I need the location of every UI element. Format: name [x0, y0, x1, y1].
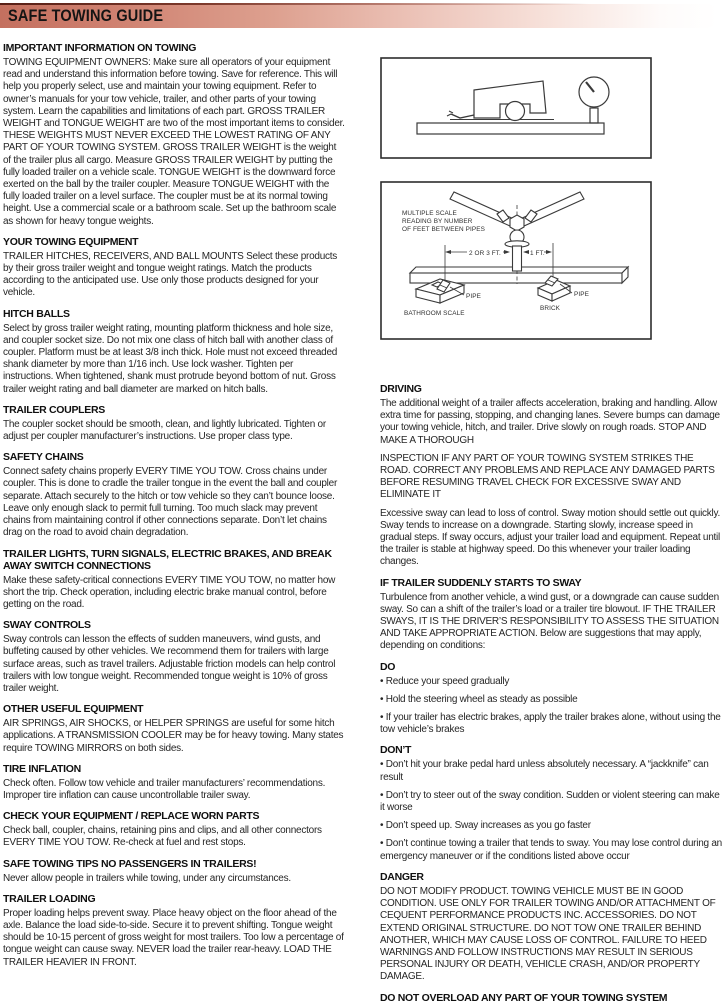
section-heading: TIRE INFLATION [3, 762, 81, 775]
bullet-item: • Don’t try to steer out of the sway condition. Sudden or violent steering can make it worse [380, 789, 720, 814]
figure-trailer-on-vehicle-scale [380, 57, 652, 159]
bullet-item: • Hold the steering wheel as steady as possible [380, 693, 578, 705]
section-heading: SAFETY CHAINS [3, 451, 84, 464]
figure-note-line1: MULTIPLE SCALE [402, 210, 457, 217]
section-your-towing-equipment [3, 236, 345, 300]
left-column [3, 42, 345, 969]
dimension-label-right: 1 FT. [530, 250, 545, 257]
section-heading: HITCH BALLS [3, 307, 70, 320]
section-heading: SWAY CONTROLS [3, 619, 91, 632]
section-heading: DO [380, 660, 396, 673]
section-hitch-balls [3, 308, 345, 396]
section-danger [380, 871, 724, 984]
figure-tongue-weight-setup [380, 181, 652, 340]
pipe-right-label: PIPE [574, 291, 589, 298]
section-heading: TRAILER COUPLERS [3, 403, 105, 416]
support-post [513, 246, 522, 271]
page-title: SAFE TOWING GUIDE [8, 7, 164, 25]
section-paragraph: AIR SPRINGS, AIR SHOCKS, or HELPER SPRINGS are useful for some hitch applications. A TRANSMISSION COOLER may be for heavy towing. Many states require TOWING MIRRORS on both sides. [3, 718, 344, 754]
section-do [380, 661, 724, 737]
section-paragraph: Proper loading helps prevent sway. Place heavy object on the floor ahead of the axle. Balance the load side-to-side. Secure it to prevent shifting. Tongue weight should be 10-15 percent of gross weight for most trailers. Too low a percentage of tongue weight can cause sway. NEVER load the trailer rear-heavy. LOAD THE TRAILER HEAVIER IN FRONT. [3, 907, 344, 968]
section-trailer-loading [3, 893, 345, 969]
section-heading: TRAILER LOADING [3, 892, 96, 905]
bullet-item: • Don’t hit your brake pedal hard unless absolutely necessary. A “jackknife” can result [380, 759, 709, 783]
section-heading: DANGER [380, 870, 424, 883]
section-heading: IMPORTANT INFORMATION ON TOWING [3, 42, 197, 54]
bullet-item: • If your trailer has electric brakes, apply the trailer brakes alone, without using the tow vehicle’s brakes [380, 712, 721, 736]
section-paragraph: Never allow people in trailers while towing, under any circumstances. [3, 872, 291, 884]
section-sway-controls [3, 619, 345, 695]
section-heading: OTHER USEFUL EQUIPMENT [3, 703, 144, 716]
bullet-item: • Don’t speed up. Sway increases as you go faster [380, 820, 591, 832]
section-paragraph: TOWING EQUIPMENT OWNERS: Make sure all operators of your equipment read and understand this information before towing. Save for reference. This will help you properly select, use and maintain your towing equipment. Refer to owner’s manuals for your tow vehicle, trailer, and other parts of your towing system. Learn the capabilities and limitations of each part. GROSS TRAILER WEIGHT and TONGUE WEIGHT are two of the most important items to consider. THESE WEIGHTS MUST NEVER EXCEED THE LOWEST RATING OF ANY PART OF YOUR TOWING SYSTEM. GROSS TRAILER WEIGHT is the weight of the trailer plus all cargo. Measure GROSS TRAILER WEIGHT by putting the fully loaded trailer on a vehicle scale. TONGUE WEIGHT is the downward force exerted on the ball by the trailer coupler. Measure TONGUE WEIGHT with the fully loaded trailer on a level surface. The coupler must be at its normal towing height. Use a commercial scale or a bathroom scale. Set up the bathroom scale as shown for heavy tongue weights. [3, 57, 345, 227]
section-if-trailer-sways [380, 577, 724, 653]
section-other-useful-equipment [3, 703, 345, 755]
bullet-item: • Reduce your speed gradually [380, 675, 510, 687]
right-column [380, 383, 724, 1007]
section-paragraph: INSPECTION IF ANY PART OF YOUR TOWING SYSTEM STRIKES THE ROAD. CORRECT ANY PROBLEMS AND REPLACE ANY DAMAGED PARTS BEFORE RESUMING TRAVEL CHECK FOR EXCESSIVE SWAY AND ELIMINATE IT [380, 452, 715, 501]
header-accent-line [0, 3, 718, 5]
section-paragraph: The coupler socket should be smooth, clean, and lightly lubricated. Tighten or adjust per coupler manufacturer’s instructions. Use proper class type. [3, 418, 326, 443]
section-paragraph: Check ball, coupler, chains, retaining pins and clips, and all other connectors EVERY TIME YOU TOW. Re-check at fuel and rest stops. [3, 825, 322, 849]
figure-note-line3: OF FEET BETWEEN PIPES [402, 226, 485, 233]
section-do-not-overload [380, 992, 724, 1004]
section-trailer-couplers [3, 404, 345, 443]
section-safety-chains [3, 451, 345, 539]
section-heading: TRAILER LIGHTS, TURN SIGNALS, ELECTRIC BRAKES, AND BREAK AWAY SWITCH CONNECTIONS [3, 547, 332, 572]
section-check-your-equipment [3, 810, 345, 849]
section-paragraph: Connect safety chains properly EVERY TIME YOU TOW. Cross chains under coupler. This is done to cradle the trailer tongue in the event the ball and coupler separate. Attach securely to the hitch or tow vehicle so they can’t bounce loose. Leave only enough slack to permit full turning. Too much slack may prevent chains from maintaining control if other connections separate. Don’t let chains drag on the road to avoid chain degradation. [3, 466, 338, 539]
bathroom-scale-label: BATHROOM SCALE [404, 310, 465, 317]
section-heading: CHECK YOUR EQUIPMENT / REPLACE WORN PARTS [3, 810, 260, 823]
section-paragraph: Select by gross trailer weight rating, mounting platform thickness and hole size, and coupler socket size. Do not mix one class of hitch ball with another class of coupler. Platform must be at least 3/8 inch thick. Hole must not exceed threaded shank diameter by more than 1/16 inch. Use lock washer. Tighten per instructions. When tightened, shank must protrude beyond bottom of nut. Gross trailer weight rating and ball diameter are marked on hitch balls. [3, 322, 338, 395]
brick-label: BRICK [540, 305, 561, 312]
section-paragraph: Make these safety-critical connections EVERY TIME YOU TOW, no matter how short the trip. Check operation, including electric brake manual control, before getting on the road. [3, 574, 336, 610]
section-safe-towing-tips [3, 858, 345, 885]
section-heading: DO NOT OVERLOAD ANY PART OF YOUR TOWING SYSTEM [380, 991, 668, 1004]
section-paragraph: Sway controls can lesson the effects of sudden maneuvers, wind gusts, and buffeting caused by other vehicles. We recommend them for trailers with large surface areas, such as travel trailers. Adjustable friction models can help control trailers with low tongue weight. Recommended tongue weight is 10% of gross trailer weight. [3, 634, 336, 694]
section-paragraph: Excessive sway can lead to loss of control. Sway motion should settle out quickly. Sway tends to increase on a downgrade. Starting slowly, increase speed in gradual steps. If sway occurs, adjust your trailer load and equipment. Repeat until the trailer is stable at highway speed. Do this whenever your trailer loading changes. [380, 507, 721, 568]
section-paragraph: Check often. Follow tow vehicle and trailer manufacturers’ recommendations. Improper tire inflation can cause uncontrollable trailer sway. [3, 777, 326, 801]
section-heading: IF TRAILER SUDDENLY STARTS TO SWAY [380, 576, 582, 589]
section-paragraph: The additional weight of a trailer affects acceleration, braking and handling. Allow extra time for passing, stopping, and changing lanes. Severe bumps can damage your towing vehicle, hitch, and trailer. Drive slowly on rough roads. STOP AND MAKE A THOROUGH [380, 398, 720, 446]
dimension-label-left: 2 OR 3 FT. [469, 250, 501, 257]
section-heading: SAFE TOWING TIPS NO PASSENGERS IN TRAILERS! [3, 857, 257, 870]
section-heading: DRIVING [380, 383, 422, 395]
page-header [0, 4, 718, 28]
section-dont [380, 744, 724, 862]
section-driving [380, 383, 724, 569]
bullet-item: • Don’t continue towing a trailer that tends to sway. You may lose control during an emergency maneuver or if the conditions listed above occur [380, 838, 722, 862]
section-important-information [3, 42, 345, 228]
section-paragraph: Turbulence from another vehicle, a wind gust, or a downgrade can cause sudden sway. So can a shift of the trailer’s load or a trailer tire blowout. IF THE TRAILER SWAYS, IT IS THE DRIVER’S RESPONSIBILITY TO ASSESS THE SITUATION AND TAKE APPROPRIATE ACTION. Below are suggestions that may apply, depending on conditions: [380, 591, 719, 652]
section-trailer-lights-connections [3, 548, 345, 612]
section-heading: DON’T [380, 744, 412, 757]
pipe-left-label: PIPE [466, 293, 481, 300]
section-paragraph: DO NOT MODIFY PRODUCT. TOWING VEHICLE MUST BE IN GOOD CONDITION. USE ONLY FOR TRAILER TOWING AND/OR ATTACHMENT OF CEQUENT PERFORMANCE PRODUCTS INC. ACCESSORIES. DO NOT EXTEND ORIGINAL STRUCTURE. DO NOT TOW ONE TRAILER BEHIND ANOTHER, WHICH MAY CAUSE LOSS OF CONTROL. FAILURE TO HEED WARNINGS AND FOLLOW INSTRUCTIONS MAY RESULT IN SERIOUS PERSONAL INJURY OR DEATH, VEHICLE CRASH, AND/OR PROPERTY DAMAGE. [380, 885, 716, 983]
section-heading: YOUR TOWING EQUIPMENT [3, 235, 139, 248]
section-paragraph: TRAILER HITCHES, RECEIVERS, AND BALL MOUNTS Select these products by their gross trailer weight and tongue weight ratings. Match the products according to the anticipated use. Use only those products designed for your vehicle. [3, 250, 338, 299]
section-tire-inflation [3, 763, 345, 802]
figure-note-line2: READING BY NUMBER [402, 218, 473, 225]
